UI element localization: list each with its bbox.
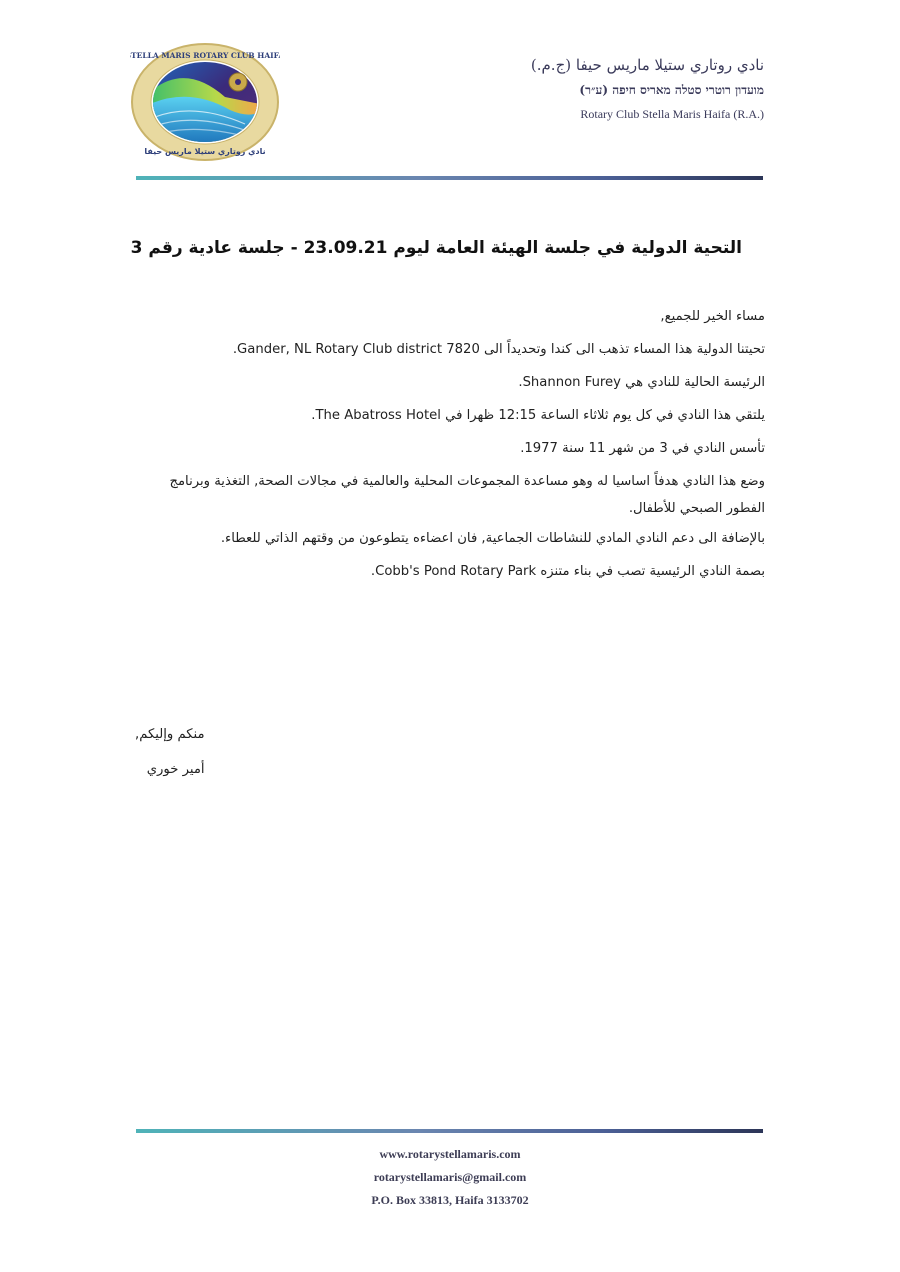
header-divider — [136, 176, 763, 180]
document-title: التحية الدولية في جلسة الهيئة العامة ليوم 23.09.21 - جلسة عادية رقم 3 — [130, 238, 742, 258]
closing-block — [135, 726, 205, 796]
signature-name: أمير خوري — [146, 762, 205, 777]
paragraph-president: الرئيسة الحالية للنادي هي Shannon Furey. — [518, 375, 765, 390]
closing-salutation: منكم وإليكم, — [135, 727, 205, 742]
paragraph-meeting: يلتقي هذا النادي في كل يوم ثلاثاء الساعة 12:15 ظهرا في The Abatross Hotel. — [311, 408, 765, 423]
rotary-club-logo — [130, 42, 280, 162]
footer-address: P.O. Box 33813, Haifa 3133702 — [371, 1193, 529, 1207]
footer-email-link[interactable]: rotarystellamaris@gmail.com — [373, 1170, 527, 1184]
paragraph-destination: تحيتنا الدولية هذا المساء تذهب الى كندا وتحديداً الى Gander, NL Rotary Club district 7820. — [232, 342, 765, 357]
paragraph-signature-project: بصمة النادي الرئيسية تصب في بناء متنزه Cobb's Pond Rotary Park. — [370, 564, 765, 579]
paragraph-goals: وضع هذا النادي هدفاً اساسيا له وهو مساعدة المجموعات المحلية والعالمية في مجالات الصحة, التغذية وبرنامج الفطور الصبحي للأطفال. — [169, 474, 765, 516]
svg-text:STELLA MARIS ROTARY CLUB HAIFA: STELLA MARIS ROTARY CLUB HAIFA — [130, 51, 280, 60]
footer-divider — [136, 1129, 763, 1133]
document-body — [135, 308, 765, 596]
paragraph-founded: تأسس النادي في 3 من شهر 11 سنة 1977. — [520, 441, 765, 456]
footer — [0, 1146, 900, 1215]
club-name-arabic: نادي روتاري ستيلا ماريس حيفا (ج.م.) — [530, 56, 764, 74]
rotary-club-emblem-icon — [130, 42, 280, 162]
club-name-english: Rotary Club Stella Maris Haifa (R.A.) — [580, 107, 764, 121]
paragraph-volunteering: بالإضافة الى دعم النادي المادي للنشاطات الجماعية, فان اعضاءه يتطوعون من وقتهم الذاتي للعطاء. — [220, 531, 765, 546]
club-name-hebrew: מועדון רוטרי סטלה מאריס חיפה (ע״ר) — [579, 83, 764, 97]
greeting: مساء الخير للجميع, — [660, 309, 765, 324]
letterhead — [531, 56, 764, 122]
footer-website-link[interactable]: www.rotarystellamaris.com — [379, 1147, 521, 1161]
svg-text:نادي روتاري ستيلا ماريس حيفا: نادي روتاري ستيلا ماريس حيفا — [144, 147, 266, 156]
